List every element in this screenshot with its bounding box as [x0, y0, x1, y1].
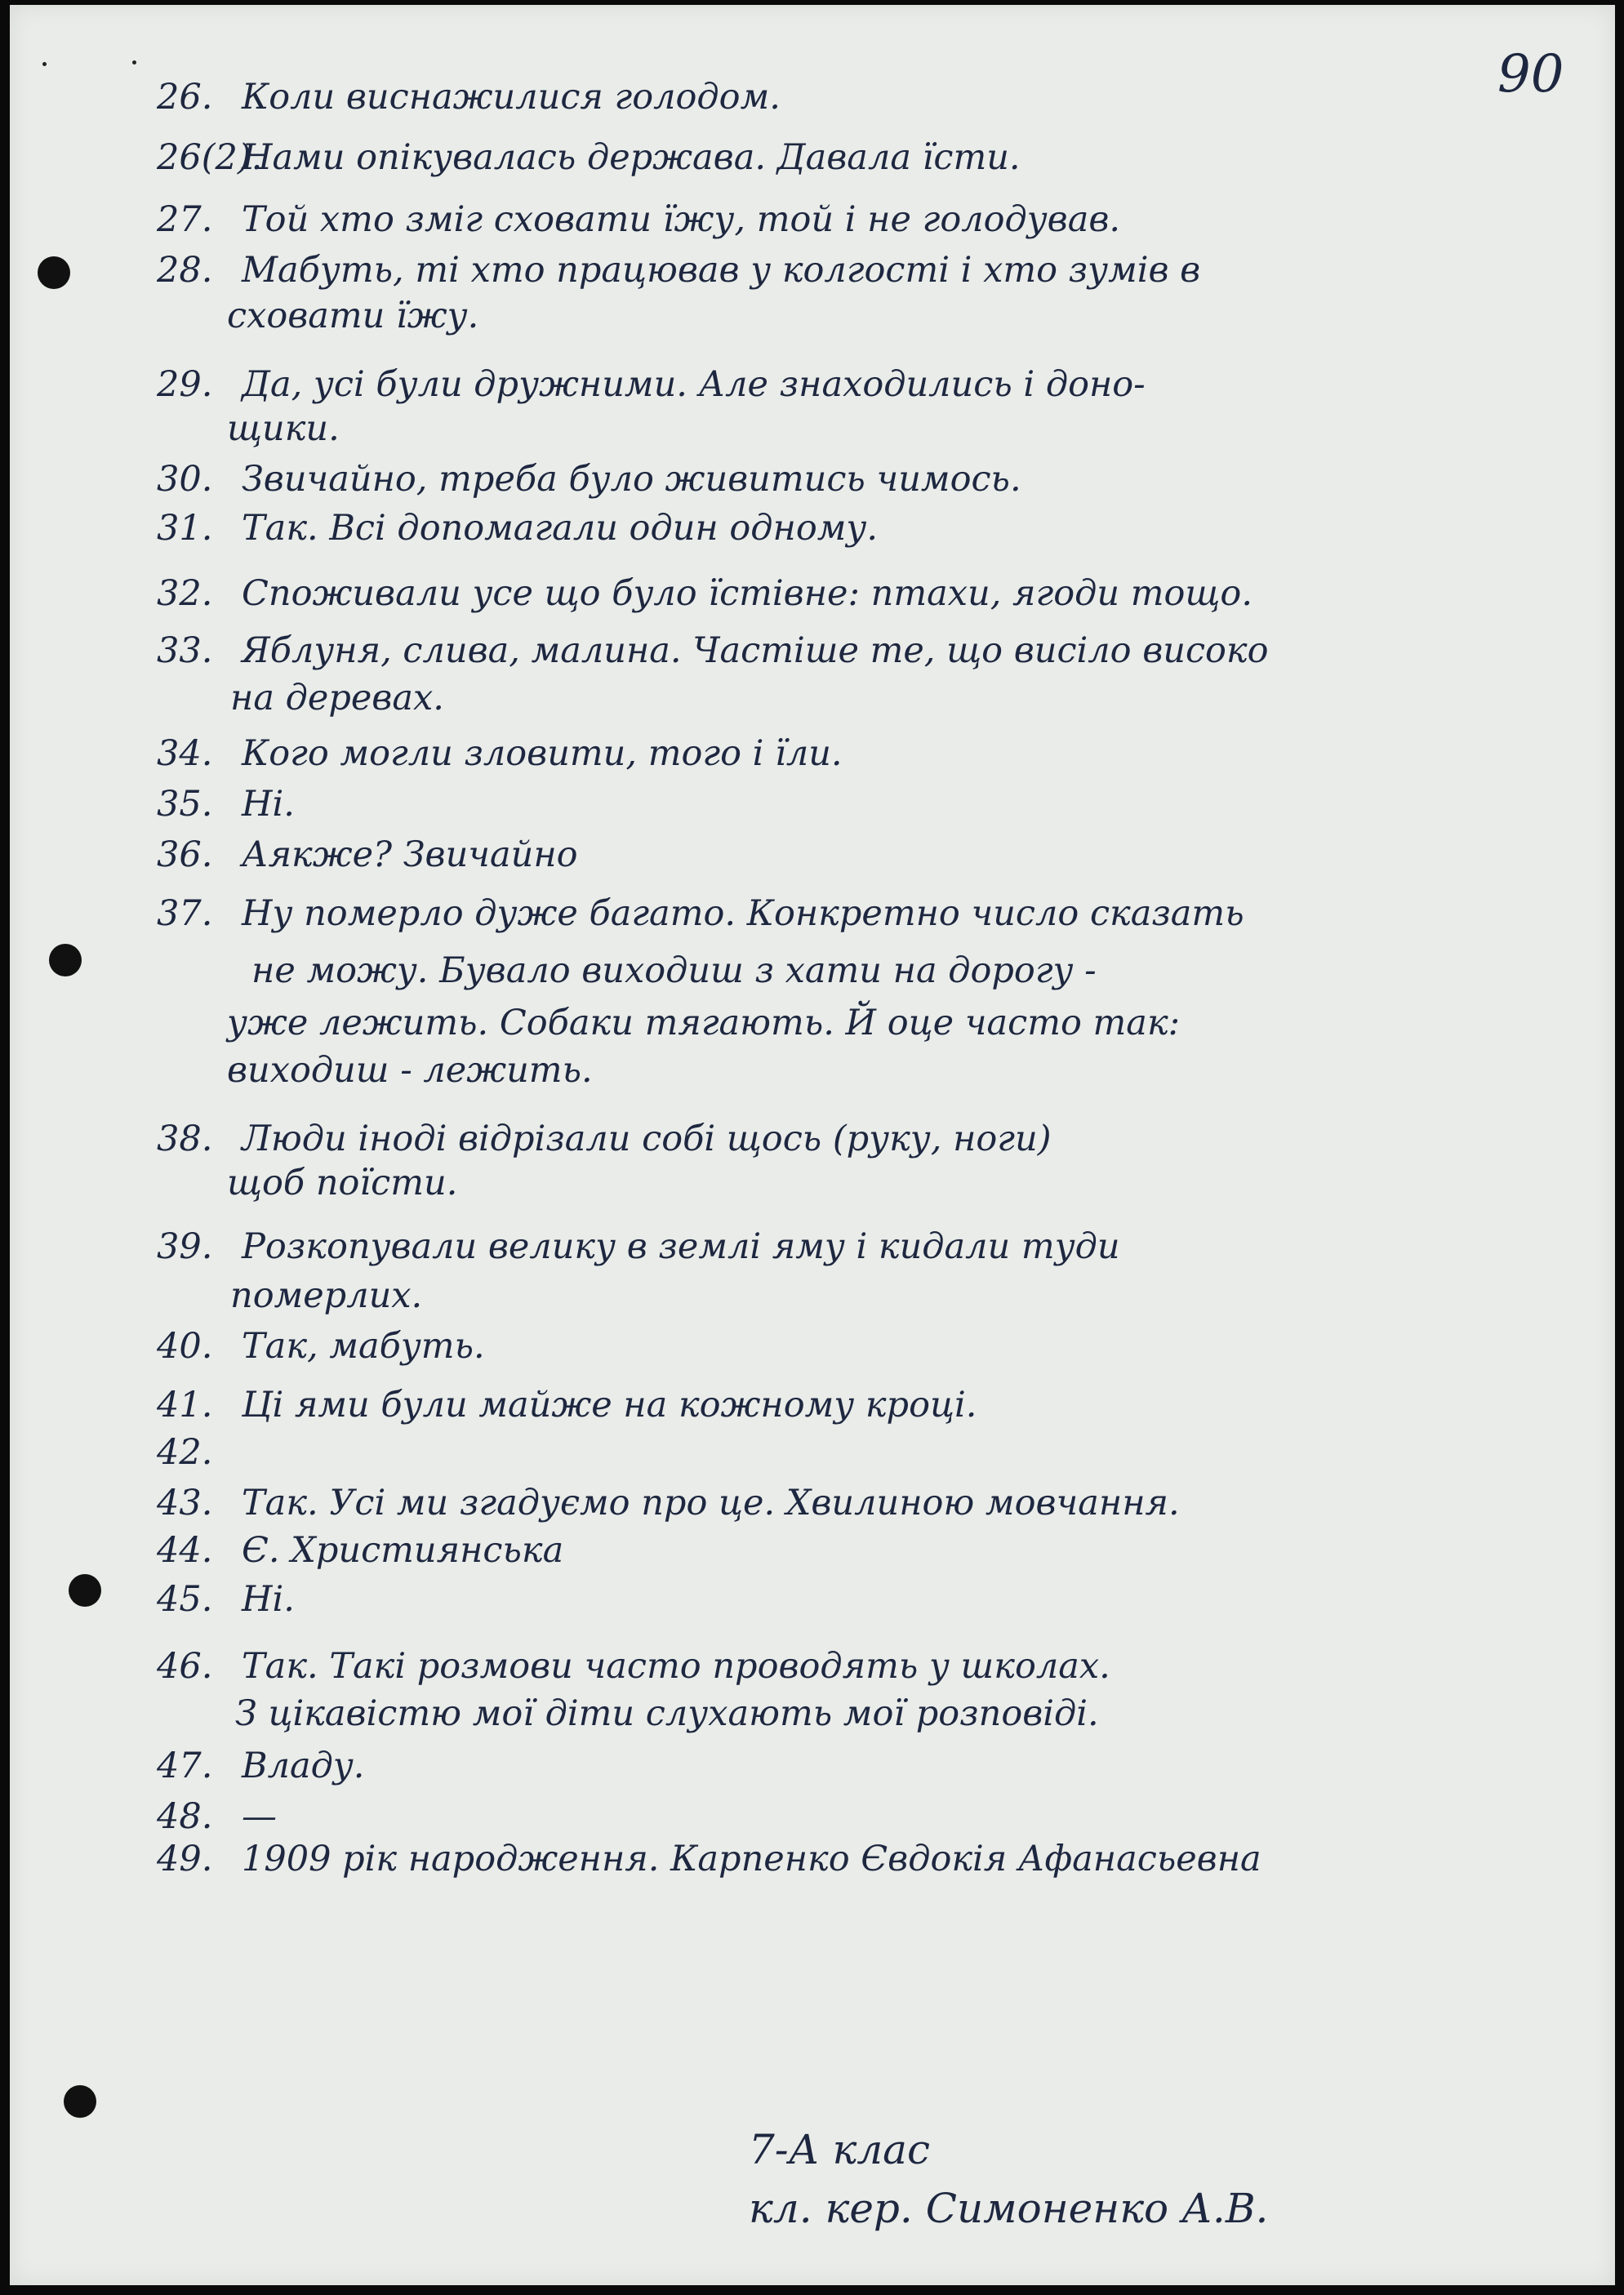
answer-number: 43. [157, 1483, 213, 1523]
answer-line [227, 408, 340, 449]
answer-number: 35. [157, 784, 213, 825]
answer-text: Ну померло дуже багато. Конкретно число сказать [242, 893, 1244, 934]
answer-line [157, 1385, 977, 1425]
answer-number: 37. [157, 893, 213, 934]
answer-line [157, 1530, 563, 1571]
answer-line [157, 733, 843, 774]
answer-number: 29. [157, 364, 213, 405]
answer-text: Звичайно, треба було живитись чимось. [242, 459, 1021, 500]
answer-number: 34. [157, 733, 213, 774]
answer-text: Да, усі були дружними. Але знаходились і доно- [242, 364, 1146, 405]
answer-line [157, 459, 1021, 500]
punch-hole [64, 2085, 96, 2118]
answer-text: Так, мабуть. [242, 1326, 485, 1367]
answer-text: Той хто зміг сховати їжу, той і не голодував. [242, 199, 1121, 240]
answer-text: 1909 рік народження. Карпенко Євдокія Афанасьевна [242, 1839, 1261, 1879]
answer-line [227, 1050, 593, 1091]
class-line: 7-А клас [749, 2126, 930, 2173]
answer-line [157, 1579, 295, 1620]
answer-number: 47. [157, 1746, 213, 1786]
answer-line [157, 508, 878, 549]
answer-number: 38. [157, 1119, 213, 1159]
answer-text: Аякже? Звичайно [242, 834, 578, 875]
answer-text: щоб поїсти. [227, 1163, 458, 1203]
answer-text: Ці ями були майже на кожному кроці. [242, 1385, 977, 1425]
answer-number: 33. [157, 630, 213, 671]
answer-text: — [242, 1796, 277, 1837]
answer-line [227, 1003, 1180, 1043]
answer-line [157, 250, 1200, 291]
answer-number: 49. [157, 1839, 213, 1879]
punch-hole [38, 256, 70, 289]
answer-number: 32. [157, 573, 213, 614]
answer-line [227, 1163, 457, 1203]
answer-text: Ні. [242, 784, 295, 825]
answer-line [227, 296, 478, 336]
answer-text: З цікавістю мої діти слухають мої розповіді. [235, 1693, 1099, 1734]
answer-number: 26. [157, 77, 213, 118]
answer-line [157, 784, 295, 825]
answer-text: не можу. Бувало виходиш з хати на дорогу - [251, 950, 1097, 991]
answer-line [157, 1646, 1110, 1687]
answer-line [157, 364, 1146, 405]
answer-number: 28. [157, 250, 213, 291]
answer-number: 36. [157, 834, 213, 875]
answer-number: 45. [157, 1579, 213, 1620]
answer-number: 48. [157, 1796, 213, 1837]
answer-text: Владу. [242, 1746, 365, 1786]
answer-text: Споживали усе що було їстівне: птахи, ягоди тощо. [242, 573, 1252, 614]
answer-line [157, 1226, 1120, 1267]
page-number: 90 [1497, 44, 1564, 105]
answer-text: сховати їжу. [227, 296, 479, 336]
answer-number: 40. [157, 1326, 213, 1367]
answer-line [157, 630, 1268, 671]
teacher-signature-line: кл. кер. Симоненко А.В. [749, 2185, 1269, 2232]
answer-text: Ні. [242, 1579, 295, 1620]
answer-line [230, 678, 444, 718]
answer-line [230, 1275, 422, 1316]
answer-line [157, 1432, 242, 1473]
answer-line [157, 1483, 1180, 1523]
answer-text: Так. Усі ми згадуємо про це. Хвилиною мовчання. [242, 1483, 1180, 1523]
answer-line [157, 1326, 485, 1367]
answer-text: Нами опікувалась держава. Давала їсти. [242, 137, 1021, 178]
answer-text: Так. Всі допомагали один одному. [242, 508, 878, 549]
answer-line [157, 137, 1021, 178]
answer-number: 44. [157, 1530, 213, 1571]
answer-line [157, 834, 578, 875]
answer-number: 39. [157, 1226, 213, 1267]
answer-line [157, 573, 1252, 614]
answer-line [235, 1693, 1099, 1734]
answer-line [157, 1796, 277, 1837]
answer-text: на деревах. [230, 678, 444, 718]
answer-text: Є. Християнська [242, 1530, 564, 1571]
answer-text: виходиш - лежить. [227, 1050, 593, 1091]
answer-text: уже лежить. Собаки тягають. Й оце часто так: [227, 1003, 1181, 1043]
answer-line [157, 1119, 1051, 1159]
answer-number: 41. [157, 1385, 213, 1425]
punch-hole [49, 944, 82, 976]
answer-number: 42. [157, 1432, 213, 1473]
answer-line [157, 77, 781, 118]
answer-text: щики. [227, 408, 340, 449]
answer-number: 46. [157, 1646, 213, 1687]
answer-text: Яблуня, слива, малина. Частіше те, що висіло високо [242, 630, 1269, 671]
document-page [10, 5, 1615, 2285]
answer-number: 27. [157, 199, 213, 240]
answer-number: 31. [157, 508, 213, 549]
answer-number: 30. [157, 459, 213, 500]
answer-line [157, 199, 1120, 240]
answer-number: 26(2). [157, 137, 263, 178]
answer-text: Розкопували велику в землі яму і кидали туди [242, 1226, 1120, 1267]
answer-line [157, 893, 1244, 934]
answer-text: Люди іноді відрізали собі щось (руку, ноги) [242, 1119, 1052, 1159]
answer-text: Коли виснажилися голодом. [242, 77, 781, 118]
answer-text: померлих. [230, 1275, 423, 1316]
answer-line [157, 1746, 364, 1786]
answer-text: Кого могли зловити, того і їли. [242, 733, 843, 774]
corner-mark [42, 62, 47, 66]
answer-text: Так. Такі розмови часто проводять у школах. [242, 1646, 1110, 1687]
answer-line [251, 950, 1097, 991]
punch-hole [69, 1574, 101, 1607]
corner-mark [132, 60, 136, 64]
answer-line [157, 1839, 1261, 1879]
answer-text: Мабуть, ті хто працював у колгості і хто зумів в [242, 250, 1201, 291]
